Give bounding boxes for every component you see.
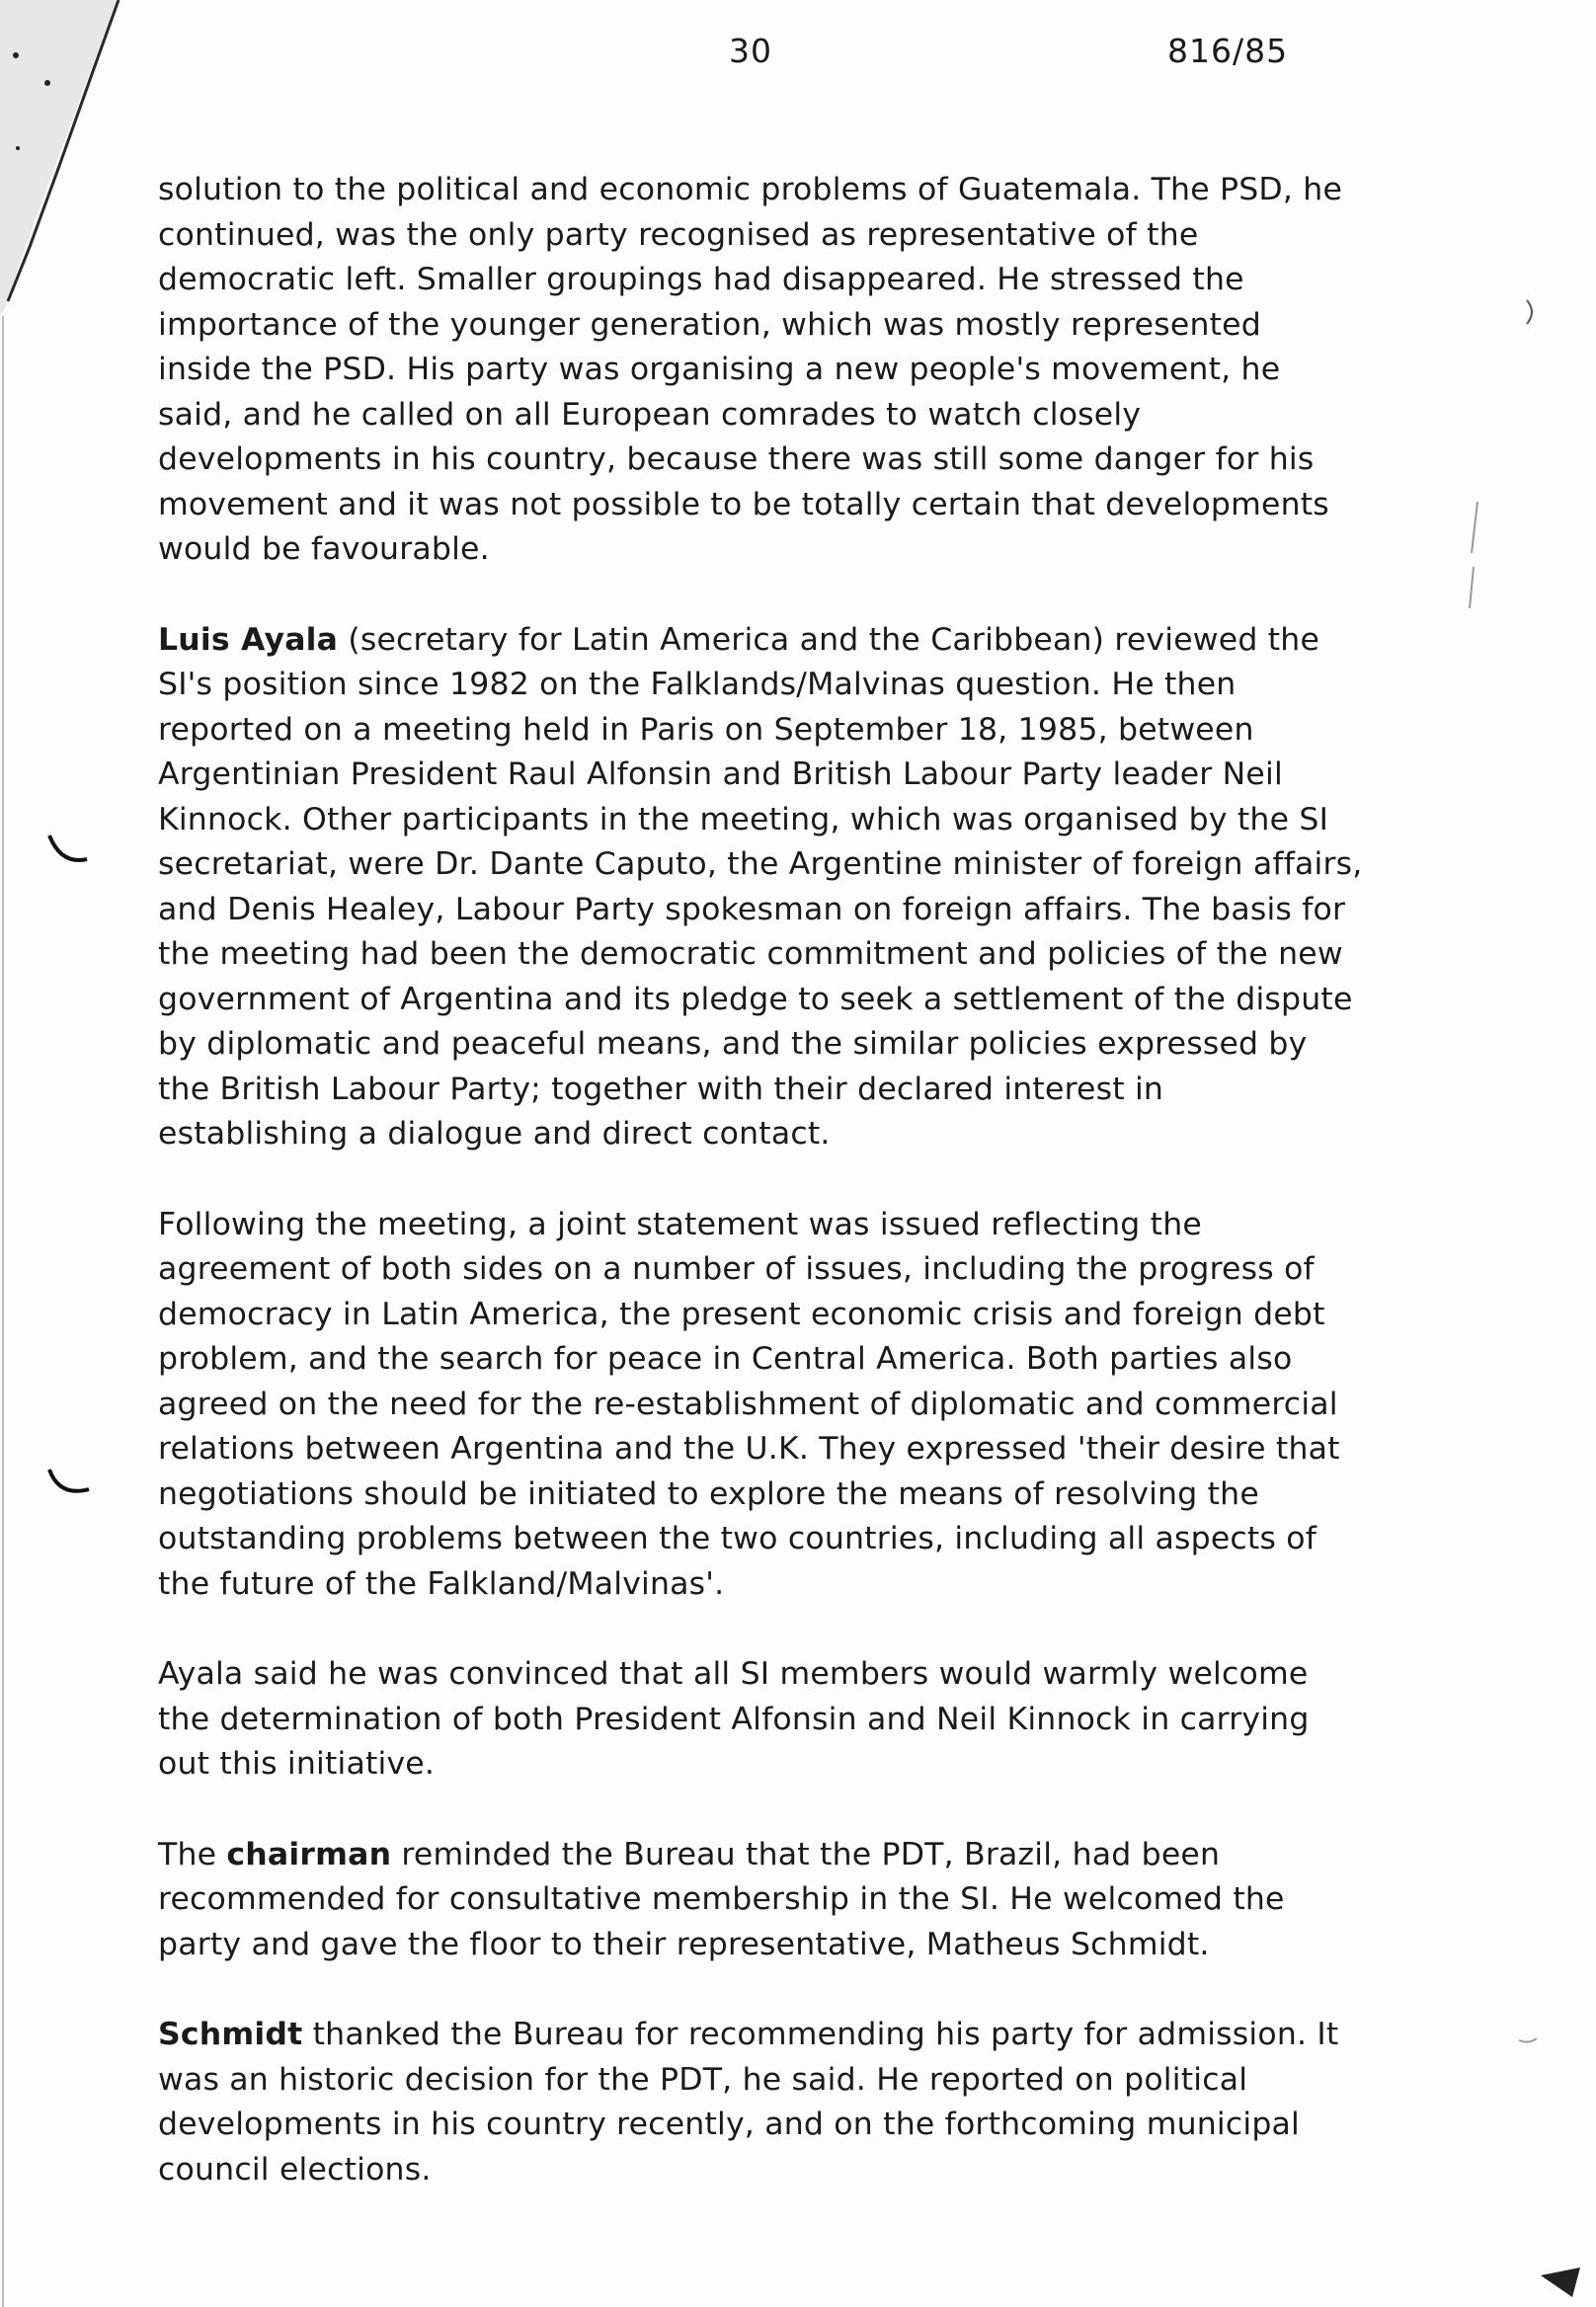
punch-dot <box>13 52 19 58</box>
right-mark-2 <box>1470 502 1477 608</box>
right-mark-1 <box>1527 300 1532 324</box>
paragraph-text: reminded the Bureau that the PDT, Brazil, had been recommended for consultative membership in the SI. He welcomed the party and gave the floor to their representative, Matheus Schmidt. <box>158 1836 1285 1962</box>
paragraph-chairman <box>158 1833 1363 1968</box>
right-mark-3 <box>1519 2038 1537 2042</box>
paragraph-prefix: The <box>158 1836 227 1872</box>
paragraph-guatemala <box>158 168 1363 573</box>
paragraph-text: thanked the Bureau for recommending his party for admission. It was an historic decision for the PDT, he said. He reported on political developments in his country recently, and on the forthcoming municipal council elections. <box>158 2017 1339 2188</box>
paragraph-ayala-conclusion <box>158 1652 1363 1788</box>
document-reference: 816/85 <box>1167 32 1289 70</box>
body-text <box>158 168 1363 2238</box>
corner-mark <box>1541 2267 1580 2297</box>
margin-bracket-2 <box>49 1470 89 1491</box>
speaker-name: chairman <box>226 1836 392 1872</box>
binding-edge-mark <box>0 0 117 316</box>
page-number: 30 <box>729 32 772 70</box>
speaker-name: Luis Ayala <box>158 621 339 658</box>
paragraph-text: Ayala said he was convinced that all SI members would warmly welcome the determination of both President Alfonsin and Neil Kinnock in carrying out this initiative. <box>158 1656 1310 1782</box>
paragraph-text: solution to the political and economic problems of Guatemala. The PSD, he continued, was the only party recognised as representative of the democratic left. Smaller groupings had disappeared. He stressed the importance of the younger generation, which was mostly represented inside the PSD. His party was organising a new people's movement, he said, and he called on all European comrades to watch closely developments in his country, because there was still some danger for his movement and it was not possible to be totally certain that developments would be favourable. <box>158 172 1343 567</box>
punch-dot-3 <box>16 146 20 150</box>
paragraph-text: Following the meeting, a joint statement was issued reflecting the agreement of both sides on a number of issues, including the progress of democracy in Latin America, the present economic crisis and foreign debt problem, and the search for peace in Central America. Both parties also agreed on the need for the re-establishment of diplomatic and commercial relations between Argentina and the U.K. They expressed 'their desire that negotiations should be initiated to explore the means of resolving the outstanding problems between the two countries, including all aspects of the future of the Falkland/Malvinas'. <box>158 1206 1340 1602</box>
paragraph-text: (secretary for Latin America and the Caribbean) reviewed the SI's position since 1982 on the Falklands/Malvinas question. He then reported on a meeting held in Paris on September 18, 1985, between Argentinian President Raul Alfonsin and British Labour Party leader Neil Kinnock. Other participants in the meeting, which was organised by the SI secretariat, were Dr. Dante Caputo, the Argentine minister of foreign affairs, and Denis Healey, Labour Party spokesman on foreign affairs. The basis for the meeting had been the democratic commitment and policies of the new government of Argentina and its pledge to seek a settlement of the dispute by diplomatic and peaceful means, and the similar policies expressed by the British Labour Party; together with their declared interest in establishing a dialogue and direct contact. <box>158 621 1363 1152</box>
paragraph-joint-statement <box>158 1203 1363 1608</box>
paragraph-schmidt <box>158 2013 1363 2192</box>
speaker-name: Schmidt <box>158 2017 303 2052</box>
paragraph-ayala-report <box>158 618 1363 1157</box>
margin-bracket-1 <box>49 835 87 860</box>
punch-dot-2 <box>44 80 50 86</box>
